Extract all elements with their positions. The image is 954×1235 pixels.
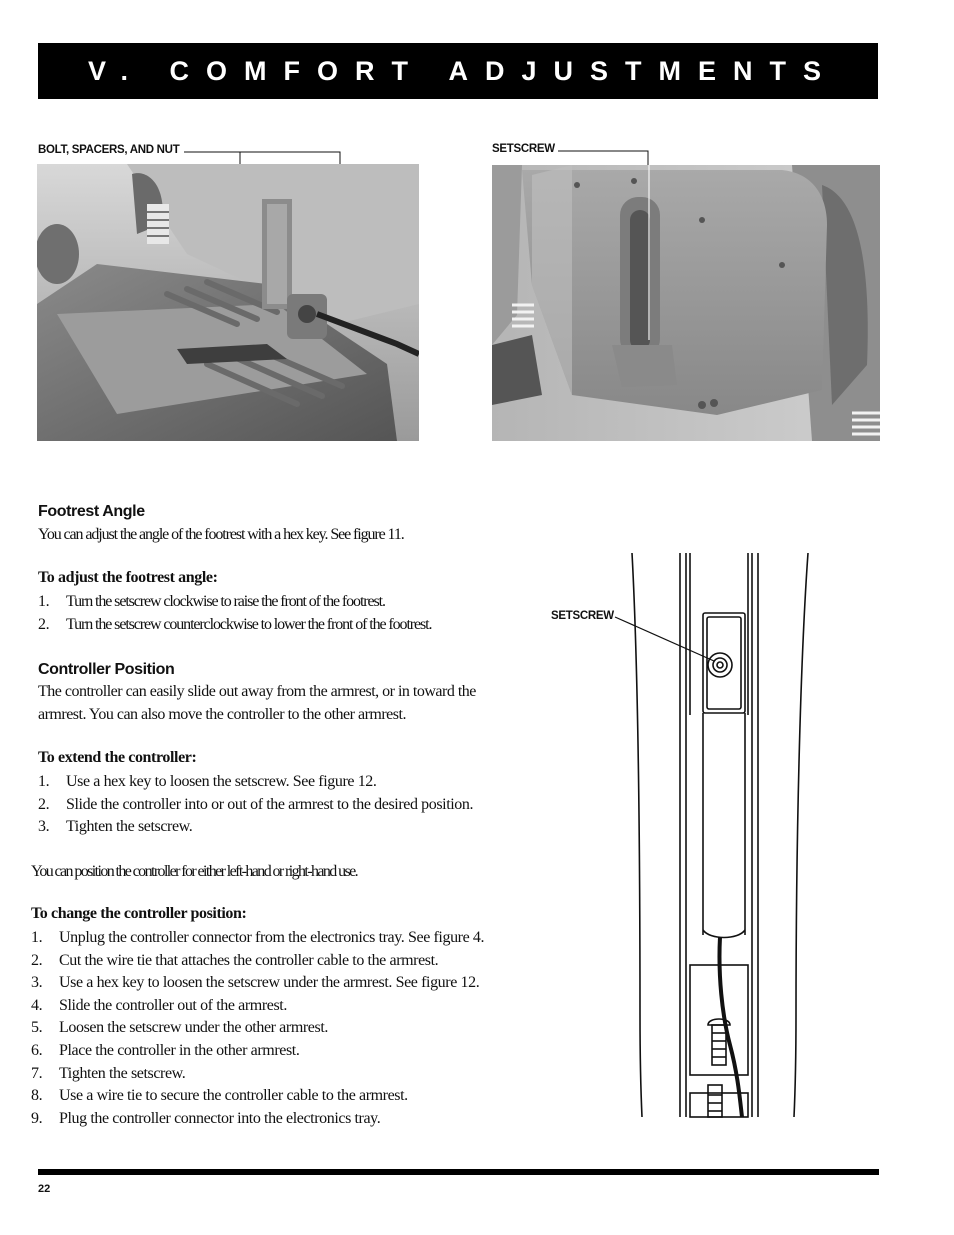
list-item: 4. Slide the controller out of the armrest.: [31, 996, 287, 1014]
armrest-drawing: [600, 545, 840, 1125]
list-item: 8. Use a wire tie to secure the controller cable to the armrest.: [31, 1087, 408, 1105]
list-item: 1. Turn the setscrew clockwise to raise the front of the footrest.: [38, 593, 385, 610]
extend-controller-steps: [38, 771, 538, 839]
list-item: 2. Cut the wire tie that attaches the controller cable to the armrest.: [31, 951, 439, 969]
footer-rule: [38, 1169, 879, 1175]
page-number: 22: [38, 1183, 51, 1195]
list-item: 1. Use a hex key to loosen the setscrew. See figure 12.: [38, 773, 377, 790]
footrest-angle-heading: Footrest Angle: [38, 503, 145, 520]
list-item: 7. Tighten the setscrew.: [31, 1064, 186, 1082]
list-item: 3. Tighten the setscrew.: [38, 818, 193, 836]
list-item: 3. Use a hex key to loosen the setscrew under the armrest. See figure 12.: [31, 974, 480, 992]
setscrew-photo: [492, 165, 880, 441]
section-title: V. COMFORT ADJUSTMENTS: [87, 56, 839, 86]
extend-controller-subheading: To extend the controller:: [38, 749, 197, 766]
footrest-angle-intro: You can adjust the angle of the footrest with a hex key. See figure 11.: [38, 526, 404, 543]
setscrew-photo-callout: SETSCREW: [492, 143, 555, 155]
list-item: 2. Slide the controller into or out of the armrest to the desired position.: [38, 795, 474, 813]
change-controller-steps: [31, 927, 551, 1130]
armrest-drawing-callout: SETSCREW: [551, 610, 614, 622]
list-item: 1. Unplug the controller connector from the electronics tray. See figure 4.: [31, 929, 485, 946]
footrest-photo-callout: BOLT, SPACERS, AND NUT: [38, 144, 180, 156]
controller-position-intro-line1: The controller can easily slide out away from the armrest, or in toward the: [38, 683, 476, 700]
footrest-photo: [37, 164, 419, 441]
change-controller-subheading: To change the controller position:: [31, 905, 247, 922]
controller-position-intro-line2: armrest. You can also move the controller to the other armrest.: [38, 706, 406, 723]
controller-position-heading: Controller Position: [38, 661, 175, 678]
controller-hand-note: You can position the controller for either left-hand or right-hand use.: [31, 863, 357, 880]
list-item: 9. Plug the controller connector into the electronics tray.: [31, 1109, 381, 1127]
list-item: 5. Loosen the setscrew under the other armrest.: [31, 1019, 328, 1037]
list-item: 2. Turn the setscrew counterclockwise to lower the front of the footrest.: [38, 615, 432, 633]
list-item: 6. Place the controller in the other armrest.: [31, 1041, 300, 1059]
footrest-angle-steps: [38, 591, 538, 636]
footrest-angle-subheading: To adjust the footrest angle:: [38, 569, 218, 586]
